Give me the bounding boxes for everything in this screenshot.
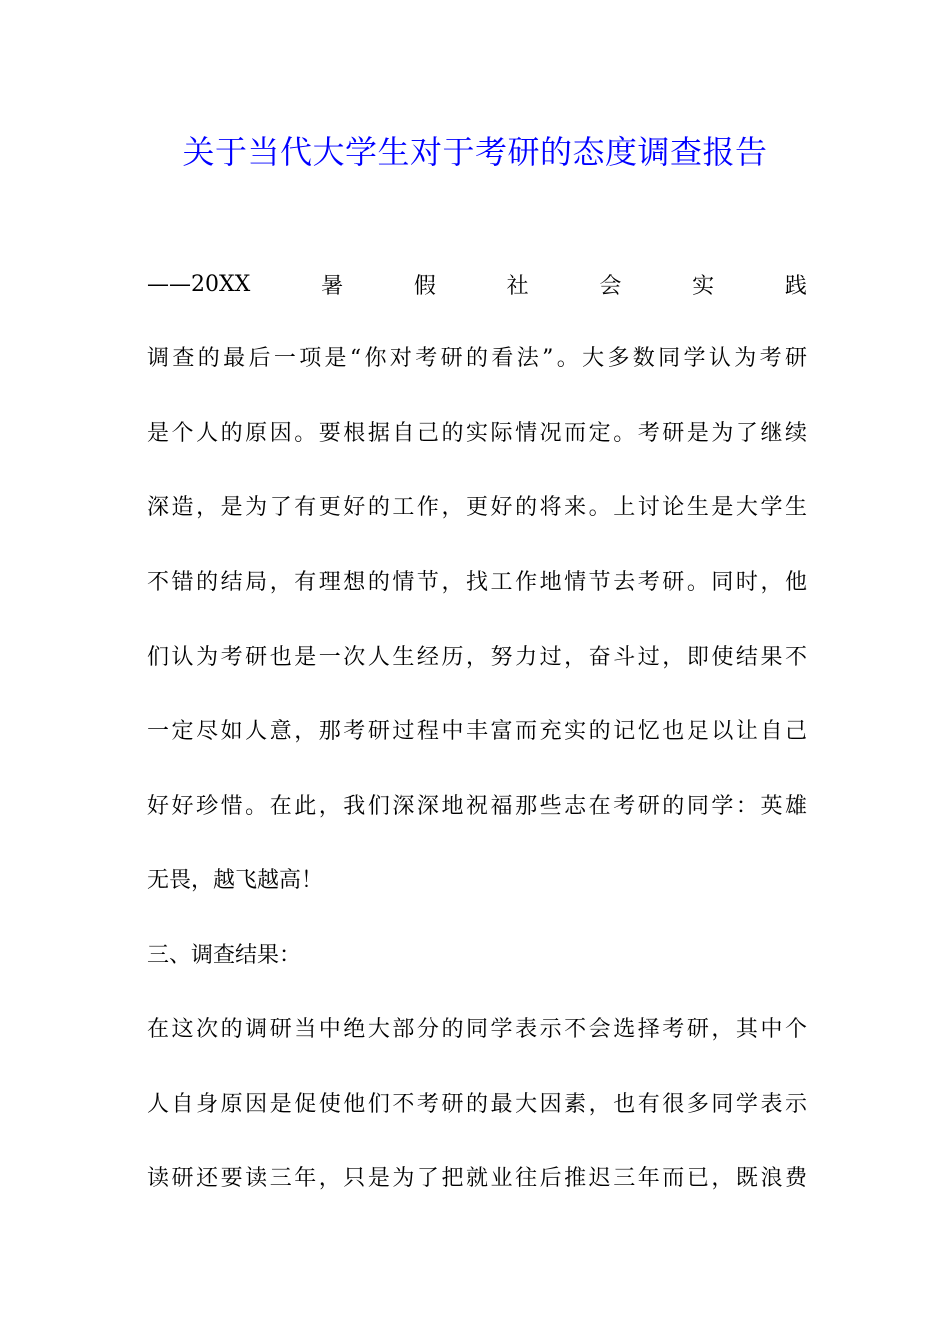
- body-text-line: 们认为考研也是一次人生经历，努力过，奋斗过，即使结果不: [147, 645, 807, 670]
- body-text-line: 深造，是为了有更好的工作，更好的将来。上讨论生是大学生: [147, 495, 807, 520]
- subtitle-part: 会: [599, 273, 622, 299]
- subtitle-part: 践: [784, 273, 807, 299]
- subtitle-part: ——20XX: [147, 271, 251, 297]
- body-text-line: 是个人的原因。要根据自己的实际情况而定。考研是为了继续: [147, 421, 807, 446]
- section-heading: 三、调查结果：: [147, 943, 302, 968]
- body-text-line: 不错的结局，有理想的情节，找工作地情节去考研。同时，他: [147, 570, 807, 595]
- document-title: 关于当代大学生对于考研的态度调查报告: [182, 133, 768, 171]
- body-text-line: 一定尽如人意，那考研过程中丰富而充实的记忆也足以让自己: [147, 719, 807, 744]
- body-text-line: 调查的最后一项是“你对考研的看法”。大多数同学认为考研: [147, 346, 807, 371]
- body-text-line: 读研还要读三年，只是为了把就业往后推迟三年而已，既浪费: [147, 1166, 807, 1191]
- body-text-line: 好好珍惜。在此，我们深深地祝福那些志在考研的同学：英雄: [147, 794, 807, 819]
- subtitle-line: [147, 262, 807, 306]
- subtitle-part: 暑: [321, 273, 344, 299]
- body-text-line: 无畏，越飞越高！: [147, 868, 324, 893]
- subtitle-part: 实: [692, 273, 715, 299]
- subtitle-part: 社: [506, 273, 529, 299]
- subtitle-part: 假: [413, 273, 436, 299]
- body-text-line: 人自身原因是促使他们不考研的最大因素，也有很多同学表示: [147, 1092, 807, 1117]
- body-text-line: 在这次的调研当中绝大部分的同学表示不会选择考研，其中个: [147, 1017, 807, 1042]
